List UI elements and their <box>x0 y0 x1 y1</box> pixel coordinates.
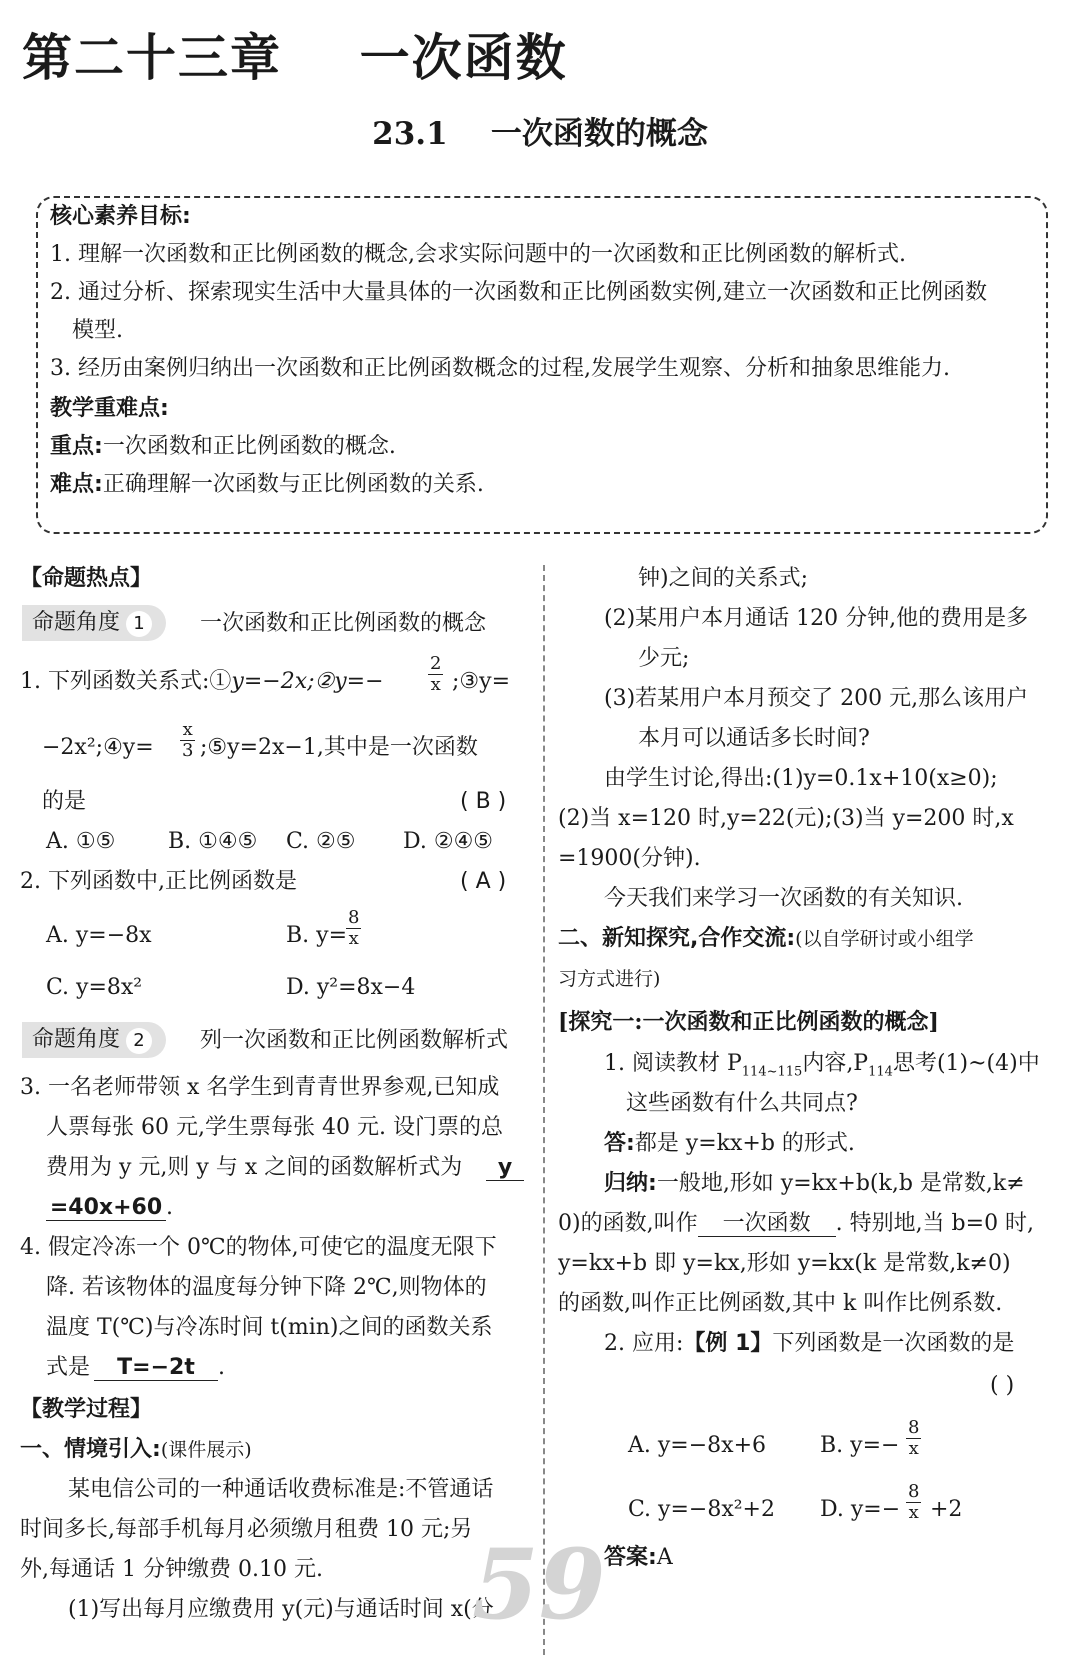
ex-d-num: 8 <box>908 1481 920 1502</box>
r-line2: (2)某用户本月通话 120 分钟,他的费用是多 <box>604 606 1029 631</box>
q2-answer: ( A ) <box>460 869 507 894</box>
q2-stem: 2. 下列函数中,正比例函数是 <box>20 869 297 894</box>
ex-b-num: 8 <box>908 1417 920 1438</box>
summary-label: 归纳: <box>604 1171 657 1196</box>
q4-line2: 降. 若该物体的温度每分钟下降 2℃,则物体的 <box>46 1275 487 1300</box>
column-divider <box>543 565 545 1655</box>
q4-line3: 温度 T(℃)与冷冻时间 t(min)之间的函数关系 <box>46 1315 493 1340</box>
intro-title: 一、情境引入: <box>20 1437 161 1462</box>
step1-line1 <box>604 1052 1040 1084</box>
example-line <box>604 1332 1014 1356</box>
answer-1-label: 答: <box>604 1131 635 1156</box>
intro-note: (课件展示) <box>160 1439 252 1461</box>
q2-b-den: x <box>348 928 359 949</box>
ex-d-den: x <box>908 1502 919 1523</box>
summary-line3: y=kx+b 即 y=kx,形如 y=kx(k 是常数,k≠0) <box>558 1251 1011 1276</box>
s1-a: 1. 阅读教材 P <box>604 1051 742 1076</box>
q1-answer: ( B ) <box>460 789 507 814</box>
process-heading: 【教学过程】 <box>20 1397 153 1422</box>
goal-item-3: 3. 经历由案例归纳出一次函数和正比例函数概念的过程,发展学生观察、分析和抽象思维能力. <box>50 356 950 381</box>
q1-f1: y=−2x;②y=− <box>231 669 384 694</box>
q2-b-num: 8 <box>348 907 360 928</box>
q3-line2: 人票每张 60 元,学生票每张 40 元. 设门票的总 <box>46 1115 503 1140</box>
hot-heading: 【命题热点】 <box>20 566 153 591</box>
q1-frac1-den: x <box>430 674 441 695</box>
explore-title: 二、新知探究,合作交流: <box>558 926 796 951</box>
angle-2-badge <box>22 1022 166 1058</box>
example-label: 【例 1】 <box>683 1331 773 1356</box>
key-text: 一次函数和正比例函数的概念. <box>102 434 396 459</box>
s1-sub1: 114~115 <box>741 1064 803 1080</box>
angle-1-label: 命题角度 <box>32 610 121 635</box>
q1-line3: 的是 <box>42 789 87 814</box>
s1-sub2: 114 <box>868 1064 893 1080</box>
q1-frac2-den: 3 <box>182 740 194 761</box>
section-title: 23.1 一次函数的概念 <box>372 116 708 152</box>
angle-1-title: 一次函数和正比例函数的概念 <box>200 611 487 636</box>
r-line7: (2)当 x=120 时,y=22(元);(3)当 y=200 时,x <box>558 806 1014 831</box>
example-option-c: C. y=−8x²+2 <box>628 1497 775 1522</box>
key-heading: 教学重难点: <box>50 396 169 421</box>
summary-line4: 的函数,叫作正比例函数,其中 k 叫作比例系数. <box>558 1291 1003 1316</box>
q3-answer-expr: =40x+60 <box>46 1196 166 1221</box>
angle-2-number: 2 <box>126 1028 152 1054</box>
angle-2-label: 命题角度 <box>32 1027 121 1052</box>
goal-item-2-cont: 模型. <box>72 318 123 343</box>
example-paren: ( ) <box>990 1373 1015 1398</box>
page-number: 59 <box>472 1528 606 1641</box>
explore-heading <box>558 927 974 951</box>
summary-2b: . 特别地,当 b=0 时, <box>835 1211 1035 1236</box>
explore-note-1: (以自学研讨或小组学 <box>795 928 974 950</box>
summary-2a: 0)的函数,叫作 <box>558 1211 698 1236</box>
q1-fraction-1 <box>428 654 443 695</box>
diff-text: 正确理解一次函数与正比例函数的关系. <box>102 472 484 497</box>
final-answer-label: 答案: <box>604 1545 657 1570</box>
q1-f1-tail: ;③y= <box>452 669 510 694</box>
q3-line3: 费用为 y 元,则 y 与 x 之间的函数解析式为 <box>46 1155 463 1180</box>
q1-frac2-num: x <box>180 720 195 741</box>
q4-line1: 4. 假定冷冻一个 0℃的物体,可使它的温度无限下 <box>20 1235 497 1260</box>
q1-stem: 1. 下列函数关系式:① <box>20 669 232 694</box>
intro-p1: 某电信公司的一种通话收费标准是:不管通话 <box>68 1477 494 1502</box>
intro-heading <box>20 1438 252 1462</box>
q1-option-a: A. ①⑤ <box>46 829 116 854</box>
probe-title: [探究一:一次函数和正比例函数的概念] <box>558 1009 939 1035</box>
q2-option-b: B. y= <box>286 923 348 948</box>
key-label: 重点: <box>50 434 103 459</box>
q1-option-c: C. ②⑤ <box>286 829 356 854</box>
answer-1-text: 都是 y=kx+b 的形式. <box>634 1131 855 1156</box>
q1-option-b: B. ①④⑤ <box>168 829 258 854</box>
explore-note-2: 习方式进行) <box>558 968 661 990</box>
angle-1-number: 1 <box>126 611 152 637</box>
goals-heading: 核心素养目标: <box>50 204 191 229</box>
q3-line1: 3. 一名老师带领 x 名学生到青青世界参观,已知成 <box>20 1075 500 1100</box>
q4-line4 <box>46 1356 225 1381</box>
q4-answer: T=−2t <box>94 1356 218 1381</box>
angle-1-badge <box>22 605 166 641</box>
q1-line1 <box>20 670 384 694</box>
angle-2-title: 列一次函数和正比例函数解析式 <box>200 1028 509 1053</box>
q2-option-d: D. y²=8x−4 <box>286 975 416 1000</box>
q1-option-d: D. ②④⑤ <box>403 829 494 854</box>
q2-option-b-fraction <box>346 908 361 949</box>
example-option-a: A. y=−8x+6 <box>628 1433 767 1458</box>
answer-1 <box>604 1132 855 1156</box>
ex-b-den: x <box>908 1438 919 1459</box>
s1-b: 内容,P <box>802 1051 869 1076</box>
step1-line2: 这些函数有什么共同点? <box>626 1091 858 1116</box>
final-answer-value: A <box>656 1545 673 1570</box>
r-line6: 由学生讨论,得出:(1)y=0.1x+10(x≥0); <box>604 766 998 791</box>
example-prefix: 2. 应用: <box>604 1331 684 1356</box>
q1-fraction-2 <box>180 720 195 761</box>
s1-c: 思考(1)~(4)中 <box>892 1051 1040 1076</box>
q1-line2b: ;⑤y=2x−1,其中是一次函数 <box>200 735 478 760</box>
intro-p3: 外,每通话 1 分钟缴费 0.10 元. <box>20 1557 323 1582</box>
example-option-d-fraction <box>906 1482 921 1523</box>
intro-p4: (1)写出每月应缴费用 y(元)与通话时间 x(分 <box>68 1597 494 1622</box>
intro-p2: 时间多长,每部手机每月必须缴月租费 10 元;另 <box>20 1517 473 1542</box>
q1-line2a: −2x²;④y= <box>42 735 154 760</box>
q3-answer-y: y <box>486 1156 524 1181</box>
q3-end: . <box>166 1195 173 1220</box>
final-answer <box>604 1546 673 1570</box>
r-line8: =1900(分钟). <box>558 846 701 871</box>
q2-option-a: A. y=−8x <box>46 923 152 948</box>
key-point <box>50 435 396 459</box>
example-option-b: B. y=− <box>820 1433 900 1458</box>
r-line3: 少元; <box>638 646 690 671</box>
summary-blank: 一次函数 <box>698 1212 836 1237</box>
example-text: 下列函数是一次函数的是 <box>772 1331 1015 1356</box>
example-option-d: D. y=− <box>820 1497 901 1522</box>
difficulty-point <box>50 473 484 497</box>
q4-end: . <box>218 1355 226 1380</box>
q4-prefix: 式是 <box>46 1355 91 1380</box>
q3-answer-part1 <box>486 1156 524 1181</box>
summary-text-1: 一般地,形如 y=kx+b(k,b 是常数,k≠ <box>656 1171 1025 1196</box>
r-line5: 本月可以通话多长时间? <box>638 726 870 751</box>
chapter-title: 第二十三章 一次函数 <box>22 29 568 87</box>
goal-item-2: 2. 通过分析、探索现实生活中大量具体的一次函数和正比例函数实例,建立一次函数和正比例函数 <box>50 280 987 305</box>
r-line1: 钟)之间的关系式; <box>638 566 808 591</box>
diff-label: 难点: <box>50 472 103 497</box>
r-line4: (3)若某用户本月预交了 200 元,那么该用户 <box>604 686 1029 711</box>
q1-frac1-num: 2 <box>430 653 442 674</box>
example-option-b-fraction <box>906 1418 921 1459</box>
summary-line2 <box>558 1212 1034 1237</box>
example-option-d-tail: +2 <box>930 1497 963 1522</box>
q3-answer-part2 <box>46 1196 173 1221</box>
r-line9: 今天我们来学习一次函数的有关知识. <box>604 886 963 911</box>
goal-item-1: 1. 理解一次函数和正比例函数的概念,会求实际问题中的一次函数和正比例函数的解析式. <box>50 242 906 267</box>
q2-option-c: C. y=8x² <box>46 975 143 1000</box>
summary-line1 <box>604 1172 1025 1196</box>
